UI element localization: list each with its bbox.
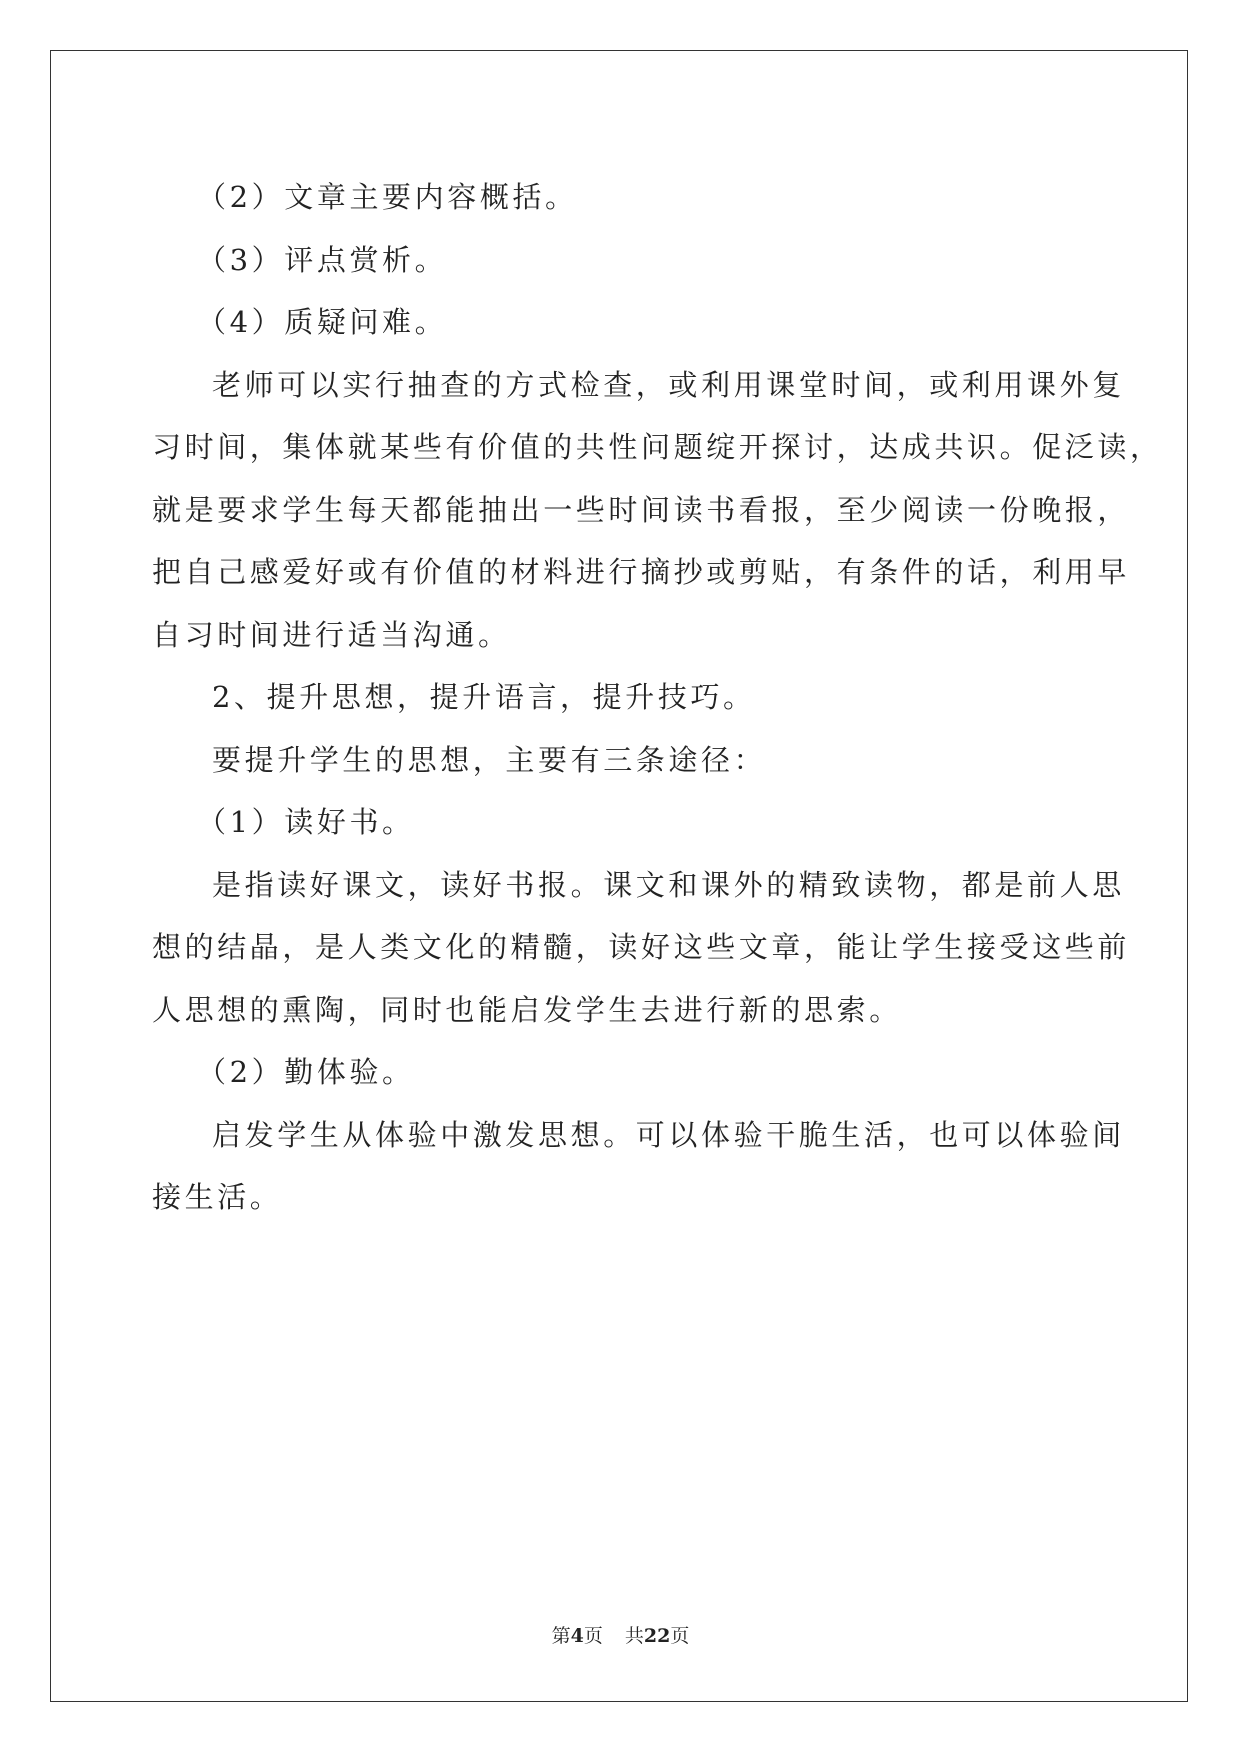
paragraph-line: 习时间，集体就某些有价值的共性问题绽开探讨，达成共识。促泛读， [152,430,1163,464]
footer-total-unit: 页 [670,1625,690,1647]
document-body [152,166,1163,1229]
footer-prefix: 第 [551,1625,571,1647]
paragraph-line: 自习时间进行适当沟通。 [152,617,511,652]
paragraph-line: 把自己感爱好或有价值的材料进行摘抄或剪贴，有条件的话，利用早 [152,555,1131,589]
list-item: （4）质疑问难。 [197,305,448,339]
list-item: （2）勤体验。 [197,1055,415,1089]
footer-total-prefix: 共 [624,1625,644,1647]
list-item: （2）文章主要内容概括。 [197,180,578,214]
paragraph-line: 要提升学生的思想，主要有三条途径： [212,742,767,777]
paragraph-line: 想的结晶，是人类文化的精髓，读好这些文章，能让学生接受这些前 [152,930,1131,964]
footer-page-unit: 页 [583,1625,603,1647]
paragraph-line: 是指读好课文，读好书报。课文和课外的精致读物，都是前人思 [212,867,1125,902]
paragraph-line: 老师可以实行抽查的方式检查，或利用课堂时间，或利用课外复 [212,367,1125,402]
paragraph-line: 接生活。 [152,1180,283,1214]
paragraph-line: 人思想的熏陶，同时也能启发学生去进行新的思索。 [152,992,902,1027]
list-item: （1）读好书。 [197,805,415,839]
total-pages-number: 22 [643,1625,671,1647]
page-footer [0,1624,1241,1648]
paragraph-line: 就是要求学生每天都能抽出一些时间读书看报，至少阅读一份晚报， [152,492,1131,527]
paragraph-line: 启发学生从体验中激发思想。可以体验干脆生活，也可以体验间 [212,1117,1125,1152]
list-item: （3）评点赏析。 [197,242,448,277]
section-heading: 2、提升思想，提升语言，提升技巧。 [212,680,756,714]
current-page-number: 4 [570,1625,584,1647]
